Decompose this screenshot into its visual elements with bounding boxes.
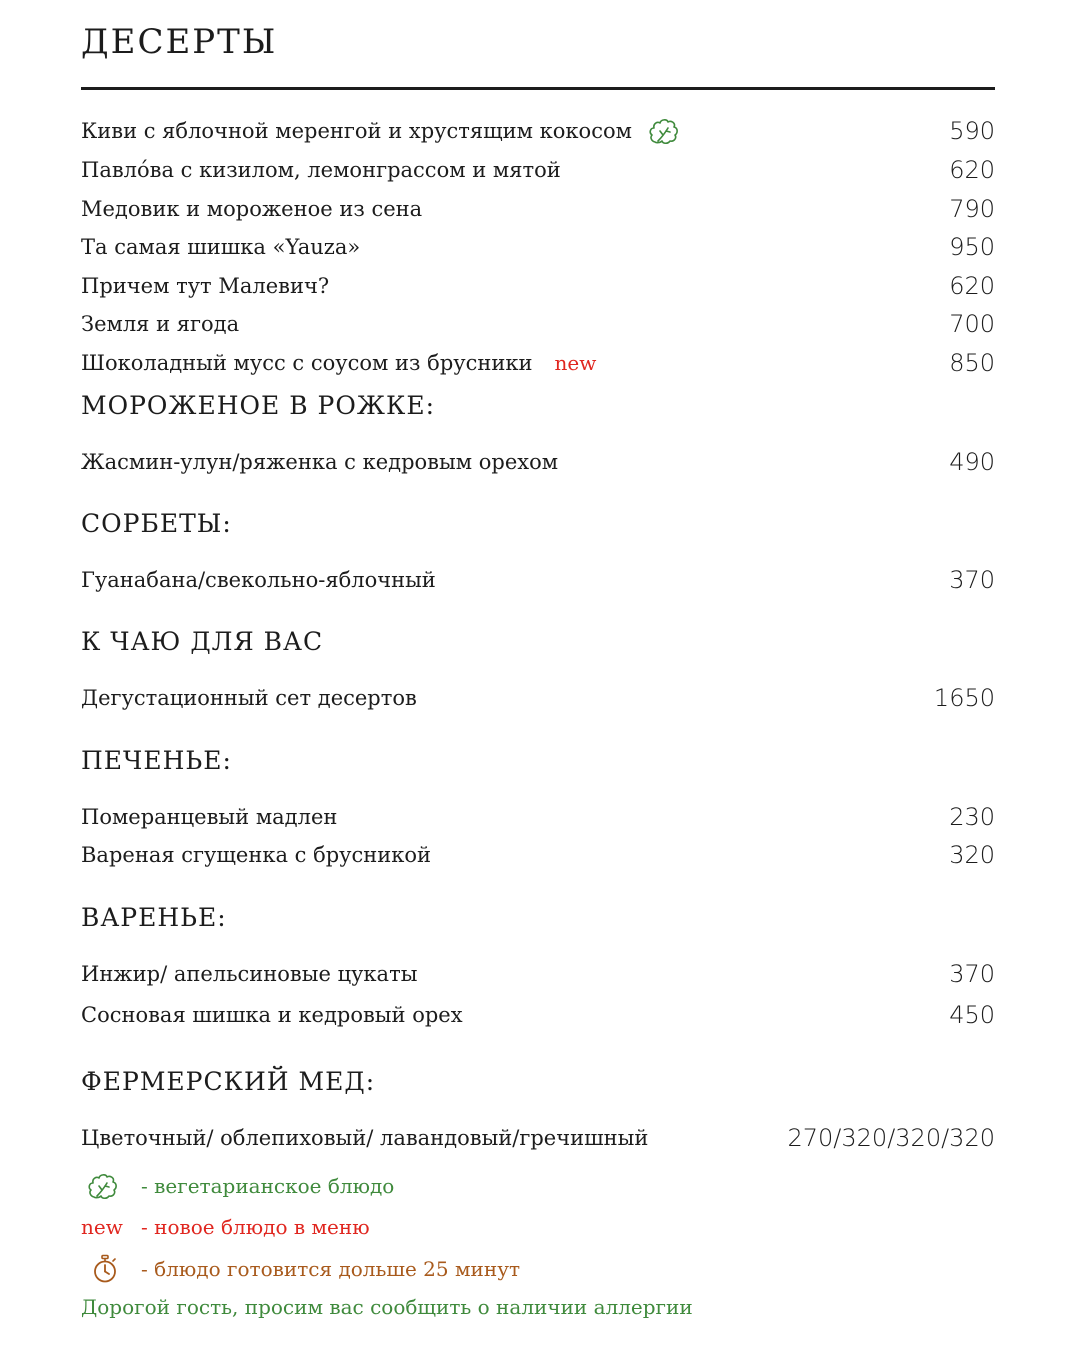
new-badge: new: [554, 351, 597, 375]
item-name: Померанцевый мадлен: [81, 805, 338, 829]
legend-long: [81, 1254, 520, 1284]
item-name: Жасмин-улун/ряженка с кедровым орехом: [81, 450, 559, 474]
item-price: 370: [949, 960, 995, 988]
item-name: Сосновая шишка и кедровый орех: [81, 1003, 463, 1027]
item-name: Гуанабана/свекольно-яблочный: [81, 568, 436, 592]
section-title-jam: ВАРЕНЬЕ:: [81, 903, 227, 932]
veg-icon: [81, 1172, 121, 1200]
menu-item: [81, 116, 995, 146]
item-price: 270/320/320/320: [787, 1124, 995, 1152]
stopwatch-icon: [81, 1254, 121, 1284]
item-price: 230: [949, 803, 995, 831]
section-title-cookies: ПЕЧЕНЬЕ:: [81, 746, 232, 775]
legend-text: - блюдо готовится дольше 25 минут: [141, 1257, 521, 1281]
item-price: 450: [949, 1001, 995, 1029]
item-price: 490: [949, 448, 995, 476]
item-name: Павло́ва с кизилом, лемонграссом и мятой: [81, 158, 561, 182]
item-price: 1650: [933, 684, 995, 712]
item-name: Шоколадный мусс с соусом из брусники: [81, 351, 533, 375]
menu-item: [81, 348, 995, 378]
menu-item: [81, 959, 995, 989]
menu-item: [81, 309, 995, 339]
item-price: 590: [949, 117, 995, 145]
item-name: Инжир/ апельсиновые цукаты: [81, 962, 418, 986]
legend-text: - новое блюдо в меню: [141, 1215, 370, 1239]
page-title: ДЕСЕРТЫ: [81, 22, 278, 62]
section-title-sorbets: СОРБЕТЫ:: [81, 509, 232, 538]
new-badge: new: [81, 1215, 123, 1239]
item-price: 950: [949, 233, 995, 261]
item-name: Та самая шишка «Yauza»: [81, 235, 361, 259]
item-price: 620: [949, 156, 995, 184]
menu-item: [81, 194, 995, 224]
item-name: Вареная сгущенка с брусникой: [81, 843, 432, 867]
menu-item: [81, 1000, 995, 1030]
item-name: Киви с яблочной меренгой и хрустящим кокосом: [81, 119, 632, 143]
item-name: Дегустационный сет десертов: [81, 686, 417, 710]
item-price: 700: [949, 310, 995, 338]
item-name: Причем тут Малевич?: [81, 274, 330, 298]
legend-new: [81, 1212, 370, 1242]
item-name: Земля и ягода: [81, 312, 240, 336]
section-title-tea: К ЧАЮ ДЛЯ ВАС: [81, 627, 324, 656]
allergy-note: Дорогой гость, просим вас сообщить о наличии аллергии: [81, 1295, 693, 1319]
legend-vegetarian: [81, 1171, 394, 1201]
section-title-ice-cream: МОРОЖЕНОЕ В РОЖКЕ:: [81, 391, 435, 420]
item-price: 320: [949, 841, 995, 869]
item-price: 620: [949, 272, 995, 300]
item-name: Цветочный/ облепиховый/ лавандовый/гречишный: [81, 1126, 649, 1150]
menu-item: [81, 271, 995, 301]
item-price: 790: [949, 195, 995, 223]
menu-item: [81, 1123, 995, 1153]
item-name: Медовик и мороженое из сена: [81, 197, 423, 221]
menu-item: [81, 232, 995, 262]
menu-item: [81, 565, 995, 595]
section-title-honey: ФЕРМЕРСКИЙ МЕД:: [81, 1067, 376, 1096]
title-divider: [81, 87, 995, 90]
menu-item: [81, 840, 995, 870]
item-price: 370: [949, 566, 995, 594]
menu-item: [81, 447, 995, 477]
menu-item: [81, 802, 995, 832]
menu-item: [81, 155, 995, 185]
menu-item: [81, 683, 995, 713]
veg-icon: [648, 117, 680, 145]
item-price: 850: [949, 349, 995, 377]
legend-text: - вегетарианское блюдо: [141, 1174, 395, 1198]
